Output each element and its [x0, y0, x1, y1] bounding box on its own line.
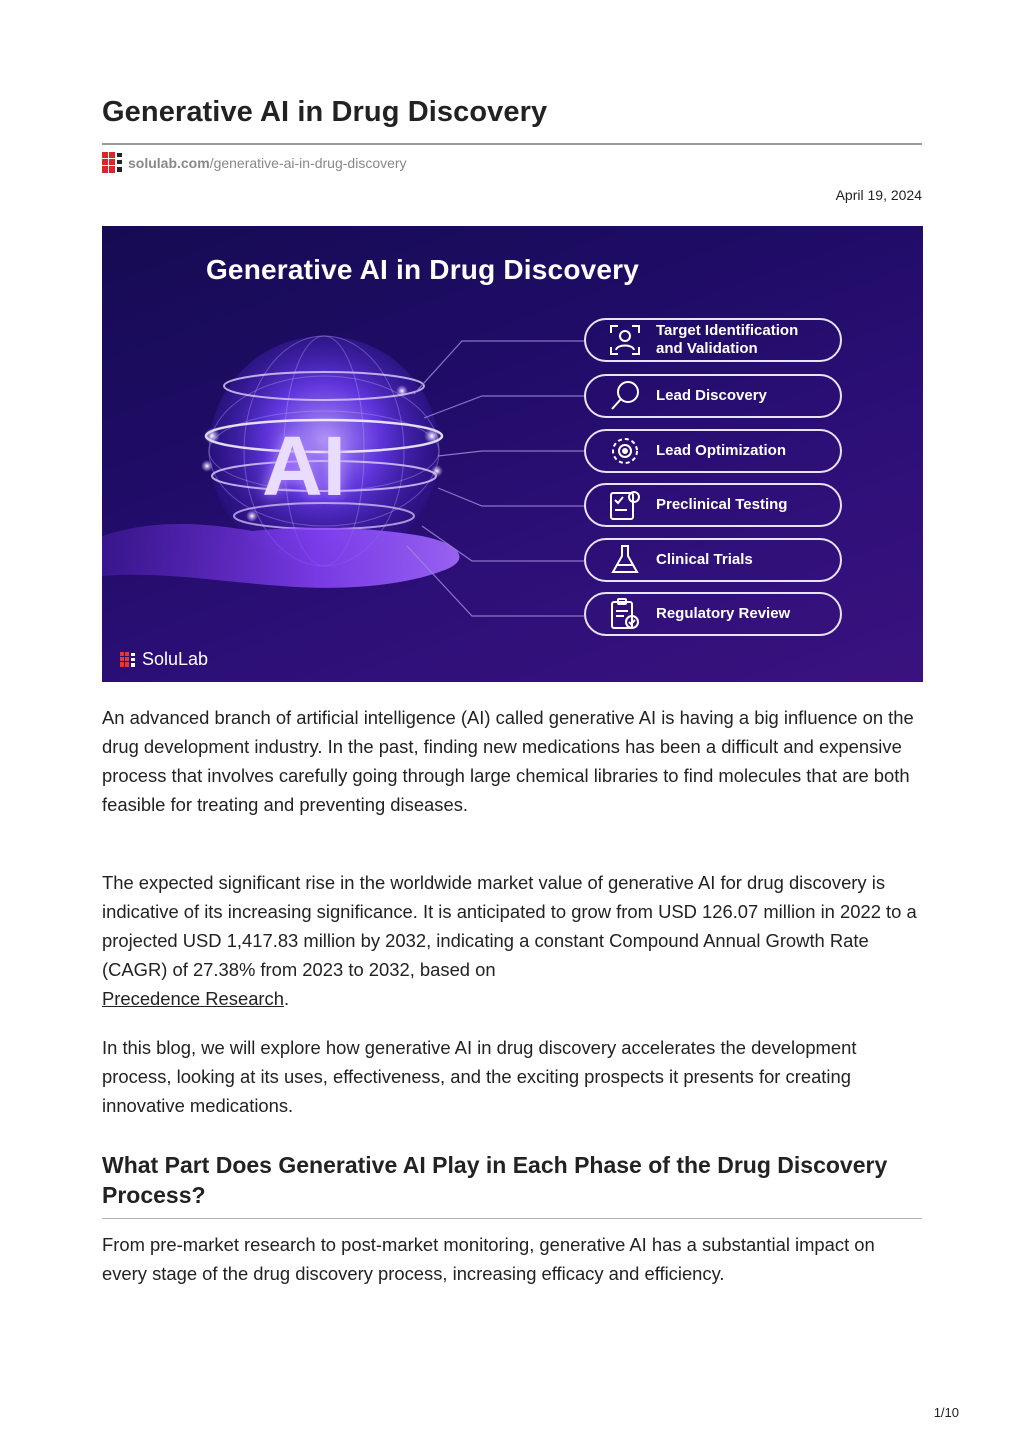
market-paragraph-end: . [283, 988, 290, 1009]
step-label-line2: and Validation [656, 340, 758, 357]
step-label: Preclinical Testing [656, 496, 788, 513]
hand-shape [102, 524, 459, 588]
publish-date: April 19, 2024 [835, 187, 922, 203]
step-lead-discovery [584, 374, 842, 418]
step-regulatory-review [584, 592, 842, 636]
step-label: Lead Optimization [656, 442, 787, 459]
target-scan-icon [608, 323, 642, 357]
solulab-favicon-icon [102, 152, 124, 174]
title-divider [102, 143, 922, 145]
step-label: Lead Discovery [656, 387, 767, 404]
step-label: Clinical Trials [656, 551, 753, 568]
solulab-logo-icon [120, 652, 136, 668]
orb-label: AI [262, 419, 346, 513]
source-domain[interactable]: solulab.com [128, 155, 210, 171]
precedence-research-link[interactable]: Precedence Research [102, 988, 284, 1009]
hero-logo-text: SoluLab [142, 649, 209, 669]
market-paragraph [102, 868, 922, 1013]
article-title: Generative AI in Drug Discovery [102, 96, 548, 128]
blog-intro-paragraph: In this blog, we will explore how generative AI in drug discovery accelerates the development process, looking at its uses, effectiveness, and the exciting prospects it presents for creating innovative medications. [102, 1037, 857, 1116]
step-lead-optimization [584, 429, 842, 473]
hero-brand-logo [120, 649, 208, 670]
hero-heading: Generative AI in Drug Discovery [205, 254, 640, 285]
hero-banner [102, 226, 923, 682]
step-target-identification [584, 318, 842, 362]
step-preclinical-testing [584, 483, 842, 527]
step-clinical-trials [584, 538, 842, 582]
magnifier-icon [608, 379, 642, 413]
step-label-line1: Target Identification [656, 322, 799, 339]
clipboard-check-icon [608, 597, 642, 631]
intro-paragraph: An advanced branch of artificial intelligence (AI) called generative AI is having a big influence on the drug development industry. In the past, finding new medications has been a difficult and expensive process that involves carefully going through large chemical libraries to find molecules that are both feasible for treating and preventing diseases. [102, 707, 914, 815]
source-path[interactable]: /generative-ai-in-drug-discovery [209, 155, 407, 171]
market-paragraph-text: The expected significant rise in the worldwide market value of generative AI for drug discovery is indicative of its increasing significance. It is anticipated to grow from USD 126.07 million in 2022 to a projected USD 1,417.83 million by 2032, indicating a constant Compound Annual Growth Rate (CAGR) of 27.38% from 2023 to 2032, based on [102, 872, 917, 980]
section-heading: What Part Does Generative AI Play in Each Phase of the Drug Discovery Process? [102, 1152, 888, 1208]
source-line [102, 152, 407, 174]
section-paragraph: From pre-market research to post-market monitoring, generative AI has a substantial impact on every stage of the drug discovery process, increasing efficacy and efficiency. [102, 1234, 875, 1284]
step-label: Regulatory Review [656, 605, 791, 622]
page-number: 1/10 [933, 1405, 959, 1420]
section-divider [102, 1218, 922, 1219]
checklist-icon [608, 488, 642, 522]
gear-icon [608, 434, 642, 468]
flask-icon [608, 543, 642, 577]
